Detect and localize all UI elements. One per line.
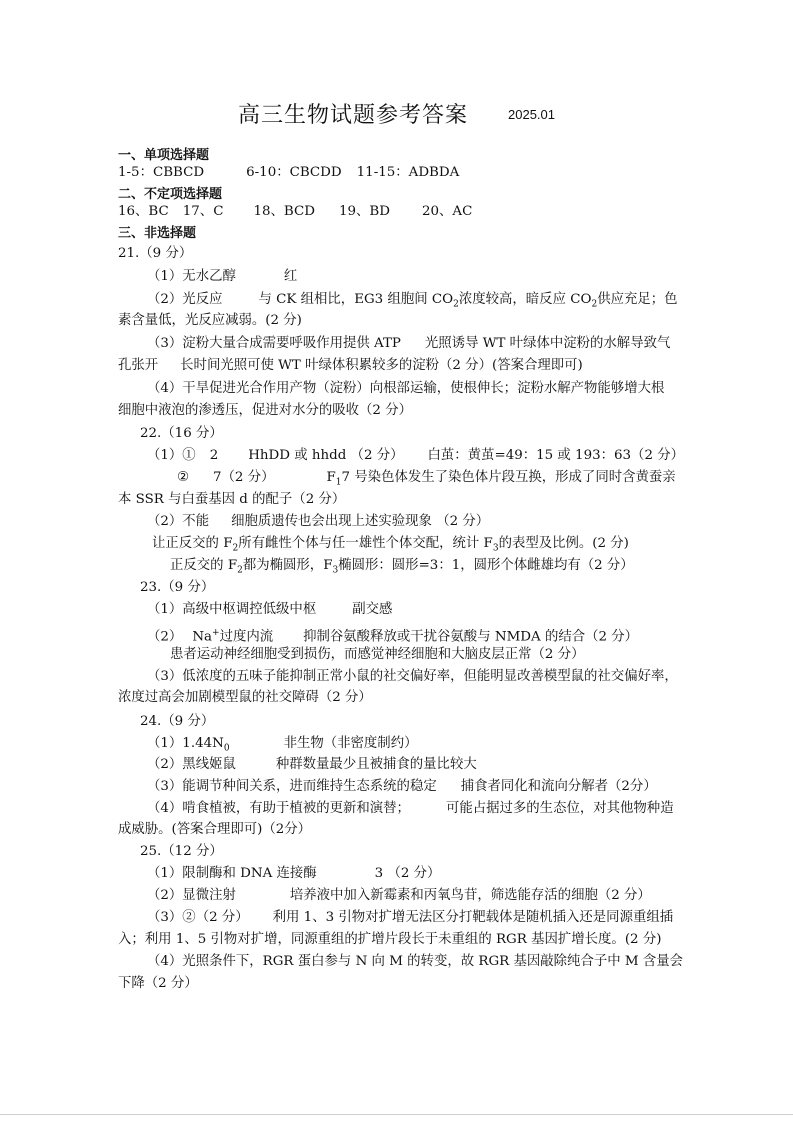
q24-part2: （2）黑线姬鼠 种群数量最少且被捕食的量比较大: [147, 757, 477, 772]
q23-heading: 23.（9 分）: [140, 580, 215, 595]
exam-date: 2025.01: [508, 107, 555, 122]
q22-part1: （1）① 2 HhDD 或 hhdd （2 分） 白茧：黄茧=49：15 或 193：63（2 分）: [147, 448, 684, 463]
q24-part4: （4）啃食植被，有助于植被的更新和演替； 可能占据过多的生态位，对其他物种造: [147, 801, 674, 816]
answers-16-20: 16、BC 17、C 18、BCD 19、BD 20、AC: [118, 204, 473, 219]
q22-part1-sub2: ② 7（2 分） $F_17$ 号染色体发生了染色体片段互换，形成了同时含黄蚕亲: [177, 470, 676, 488]
q24-part4-cont: 成威胁。(答案合理即可)（2分）: [118, 822, 312, 837]
q24-part1: $(1)1.44N_0$ 非生物（非密度制约）: [147, 736, 418, 754]
q23-part1: （1）高级中枢调控低级中枢 副交感: [147, 602, 393, 617]
q22-heading: 22.（16 分）: [140, 426, 223, 441]
title-text: 高三生物试题参考答案: [237, 103, 468, 128]
q25-part2: （2）显微注射 培养液中加入新霉素和丙氧鸟苷，筛选能存活的细胞（2 分）: [147, 888, 651, 903]
answers-1-15: 1-5：CBBCD 6-10：CBCDD 11-15：ADBDA: [118, 165, 460, 180]
q25-heading: 25.（12 分）: [140, 844, 223, 859]
q21-part4-cont: 细胞中液泡的渗透压，促进对水分的吸收（2 分）: [118, 403, 412, 418]
q21-part4: （4）干旱促进光合作用产物（淀粉）向根部运输，使根伸长；淀粉水解产物能够增大根: [147, 381, 665, 396]
q25-part4: （4）光照条件下，RGR 蛋白参与 N 向 M 的转变，故 RGR 基因敲除纯合子中 M 含量会: [147, 954, 684, 969]
q24-part3: （3）能调节种间关系，进而维持生态系统的稳定 捕食者同化和流向分解者（2分）: [147, 779, 657, 794]
q23-part2: （2） Na+过度内流 抑制谷氨酸释放或干扰谷氨酸与 NMDA 的结合（2 分）: [147, 628, 639, 645]
q23-part3: （3）低浓度的五味子能抑制正常小鼠的社交偏好率，但能明显改善模型鼠的社交偏好率，: [147, 669, 678, 684]
q25-part3: （3）②（2 分） 利用 1、3 引物对扩增无法区分打靶载体是随机插入还是同源重组插: [147, 910, 674, 925]
q21-part2-cont: 素含量低，光反应减弱。(2 分): [118, 313, 302, 328]
q25-part3-cont: 入；利用 1、5 引物对扩增，同源重组的扩增片段长于未重组的 RGR 基因扩增长度。(2 分): [118, 932, 662, 947]
q25-part1: （1）限制酶和 DNA 连接酶 3 （2 分）: [147, 866, 441, 881]
q21-heading: 21.（9 分）: [118, 246, 193, 261]
q21-part1: （1）无水乙醇 红: [147, 269, 298, 284]
q22-part2-result: 正反交的 $F_2$都为椭圆形，$F_3$椭圆形：圆形=3：1，圆形个体雌雄均有（2 分）: [170, 558, 634, 576]
q22-part2-design: 让正反交的 $F_2$所有雌性个体与任一雄性个体交配，统计 $F_3$的表型及比例。(2 分): [152, 536, 629, 554]
q23-part3-cont: 浓度过高会加剧模型鼠的社交障碍（2 分）: [118, 690, 372, 705]
page-title: [0, 98, 793, 129]
q25-part4-cont: 下降（2 分）: [118, 976, 198, 991]
q21-part3-cont: 孔张开 长时间光照可使 WT 叶绿体积累较多的淀粉（2 分）(答案合理即可): [118, 358, 583, 373]
q21-part2: （2）光反应 与 CK 组相比，EG3 组胞间 $CO_2$浓度较高，暗反应 $CO_2$供应充足；色: [147, 292, 678, 310]
section-heading-multiple-choice: 二、不定项选择题: [118, 187, 223, 202]
q23-part2-cont: 患者运动神经细胞受到损伤，而感觉神经细胞和大脑皮层正常（2 分）: [170, 647, 585, 662]
q22-part1-cont: 本 SSR 与白蚕基因 d 的配子（2 分）: [118, 492, 346, 507]
q21-part3: （3）淀粉大量合成需要呼吸作用提供 ATP 光照诱导 WT 叶绿体中淀粉的水解导致气: [147, 336, 671, 351]
section-heading-single-choice: 一、单项选择题: [118, 148, 210, 163]
page-bottom-divider: [0, 1114, 793, 1115]
q22-part2: （2）不能 细胞质遗传也会出现上述实验现象 （2 分）: [147, 514, 490, 529]
q24-heading: 24.（9 分）: [140, 714, 215, 729]
section-heading-non-choice: 三、非选择题: [118, 226, 197, 241]
